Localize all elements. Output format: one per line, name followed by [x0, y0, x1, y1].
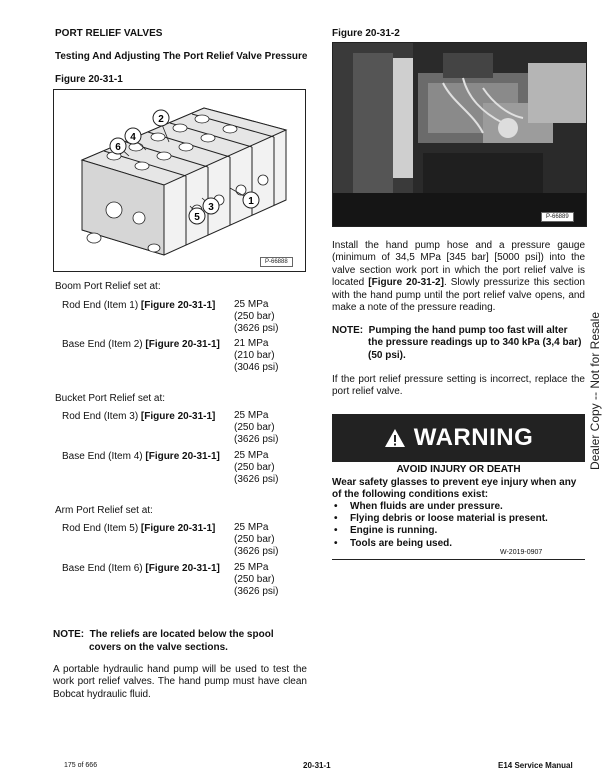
- warning-code: W-2019-0907: [500, 549, 543, 556]
- footer-section-number: 20-31-1: [303, 761, 331, 770]
- callout-3: 3: [208, 202, 214, 213]
- note-pumping-speed: NOTE: Pumping the hand pump too fast will alter the pressure readings up to 340 kPa (3,4 bar) (50 psi).: [332, 325, 582, 361]
- warning-title: WARNING: [413, 424, 534, 451]
- dealer-copy-watermark: Dealer Copy -- Not for Resale: [588, 311, 602, 471]
- warning-item: • Engine is running.: [332, 525, 585, 537]
- row-label-boom-base: Base End (Item 2) [Figure 20-31-1]: [62, 339, 220, 350]
- figure2-caption: Figure 20-31-2: [332, 28, 400, 39]
- section-subtitle: Testing And Adjusting The Port Relief Valve Pressure: [55, 51, 308, 62]
- figure2-photo: [332, 42, 587, 227]
- row-label-arm-rod: Rod End (Item 5) [Figure 20-31-1]: [62, 523, 216, 534]
- callout-1: 1: [248, 196, 254, 207]
- figure1-ref: P-66888: [260, 257, 293, 267]
- paragraph-replace-valve: If the port relief pressure setting is incorrect, replace the port relief valve.: [332, 374, 585, 398]
- group-title-arm: Arm Port Relief set at:: [55, 505, 153, 516]
- row-value-arm-rod: 25 MPa (250 bar) (3626 psi): [234, 522, 279, 557]
- valve-illustration: [54, 90, 305, 271]
- row-label-bucket-rod: Rod End (Item 3) [Figure 20-31-1]: [62, 411, 216, 422]
- callout-5: 5: [194, 212, 200, 223]
- figure1-caption: Figure 20-31-1: [55, 74, 123, 85]
- section-title: PORT RELIEF VALVES: [55, 28, 163, 39]
- paragraph-hand-pump: A portable hydraulic hand pump will be used to test the work port relief valves. The hand pump must have clean Bobcat hydraulic fluid.: [53, 664, 307, 700]
- footer-page-count: 175 of 666: [64, 762, 98, 769]
- row-label-arm-base: Base End (Item 6) [Figure 20-31-1]: [62, 563, 220, 574]
- row-value-boom-base: 21 MPa (210 bar) (3046 psi): [234, 338, 279, 373]
- warning-subtitle: AVOID INJURY OR DEATH: [396, 464, 521, 475]
- paragraph-install-gauge: Install the hand pump hose and a pressure gauge (minimum of 34,5 MPa [345 bar] [5000 psi]) into the valve section work port in which the port relief valve is located [Figure 20-31-2]. Slowly pressurize this section with the hand pump until the port relief valve opens, and make a note of the pressure reading.: [332, 240, 585, 314]
- note-spool-covers: NOTE: The reliefs are located below the spool covers on the valve sections.: [53, 629, 274, 653]
- row-value-boom-rod: 25 MPa (250 bar) (3626 psi): [234, 299, 279, 334]
- row-value-arm-base: 25 MPa (250 bar) (3626 psi): [234, 562, 279, 597]
- footer-manual-title: E14 Service Manual: [498, 761, 573, 770]
- figure1-image: [53, 89, 306, 272]
- group-title-boom: Boom Port Relief set at:: [55, 281, 161, 292]
- row-value-bucket-base: 25 MPa (250 bar) (3626 psi): [234, 450, 279, 485]
- machine-photo: [333, 43, 586, 226]
- warning-body: Wear safety glasses to prevent eye injury when any of the following conditions exist:: [332, 477, 577, 500]
- group-title-bucket: Bucket Port Relief set at:: [55, 393, 166, 404]
- warning-triangle-icon: [384, 428, 406, 448]
- callout-4: 4: [130, 132, 136, 143]
- warning-list: [332, 501, 585, 550]
- warning-banner: [332, 414, 585, 462]
- warning-item: • When fluids are under pressure.: [332, 501, 585, 513]
- row-label-bucket-base: Base End (Item 4) [Figure 20-31-1]: [62, 451, 220, 462]
- warning-item: • Tools are being used.: [332, 538, 585, 550]
- warning-item: • Flying debris or loose material is present.: [332, 513, 585, 525]
- figure2-ref: P-66889: [541, 212, 574, 222]
- row-label-boom-rod: Rod End (Item 1) [Figure 20-31-1]: [62, 300, 216, 311]
- callout-6: 6: [115, 142, 121, 153]
- divider: [332, 559, 585, 560]
- row-value-bucket-rod: 25 MPa (250 bar) (3626 psi): [234, 410, 279, 445]
- callout-2: 2: [158, 114, 164, 125]
